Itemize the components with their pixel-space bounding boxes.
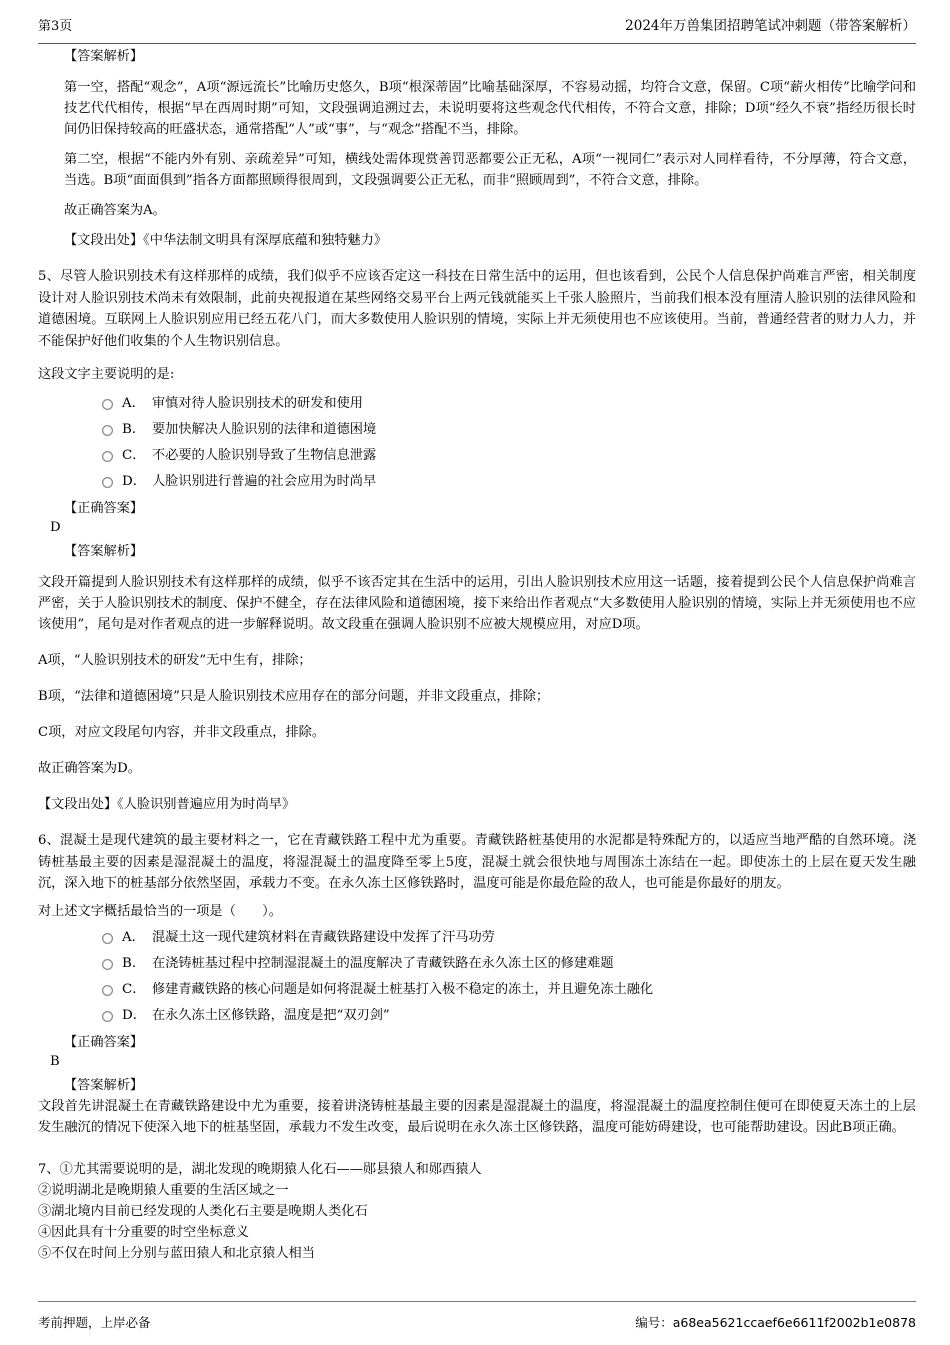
document-content [38, 46, 916, 1264]
page-header [38, 14, 916, 44]
q5-question: 这段文字主要说明的是: [38, 367, 175, 382]
q5-option-b-letter: B． [122, 422, 146, 437]
radio-icon[interactable] [102, 425, 113, 436]
q5-option-c[interactable] [102, 446, 916, 465]
footer-code-value: a68ea5621ccaef6e6611f2002b1e0878 [672, 1315, 916, 1330]
q6-options [38, 928, 916, 1025]
q4-analysis-para2: 第二空，根据“不能内外有别、亲疏差异”可知，横线处需体现赏善罚恶都要公正无私，A项“一视同仁”表示对人同样看待，不分厚薄，符合文意，当选。B项“面面俱到”指各方面都照顾得很周到，文段强调要公正无私，而非“照顾周到”，不符合文意，排除。 [64, 152, 916, 188]
q5-analysis-option-b: B项，“法律和道德困境”只是人脸识别技术应用存在的部分问题，并非文段重点，排除； [38, 689, 550, 704]
q7-item-4: ④因此具有十分重要的时空坐标意义 [38, 1225, 249, 1240]
q6-stem [38, 830, 916, 895]
q7-item-3: ③湖北境内目前已经发现的人类化石主要是晚期人类化石 [38, 1204, 368, 1219]
page-footer [38, 1301, 916, 1331]
q6-stem-text: 混凝土是现代建筑的最主要材料之一，它在青藏铁路工程中尤为重要。青藏铁路桩基使用的水泥都是特殊配方的，以适应当地严酷的自然环境。浇铸桩基最主要的因素是湿混凝土的温度，将湿混凝土的温度降至零上5度，混凝土就会很快地与周围冻土冻结在一起。即使冻土的上层在夏天发生融沉，深入地下的桩基部分依然坚固，承载力不变。在永久冻土区修铁路时，温度可能是你最危险的敌人，也可能是你最好的朋友。 [38, 833, 917, 891]
footer-code [635, 1313, 916, 1331]
q4-analysis-conclusion: 故正确答案为A。 [64, 203, 166, 218]
q5-option-c-letter: C． [122, 448, 146, 463]
q4-source-line [38, 230, 916, 251]
q5-option-d-text: 人脸识别进行普遍的社会应用为时尚早 [152, 474, 377, 489]
radio-icon[interactable] [102, 399, 113, 410]
q4-analysis-label: 【答案解析】 [64, 49, 144, 64]
q5-analysis-option-a: A项，“人脸识别技术的研发”无中生有，排除； [38, 653, 312, 668]
q7-items [38, 1159, 916, 1264]
document-title: 2024年万兽集团招聘笔试冲刺题（带答案解析） [625, 18, 916, 34]
q6-answer-value: B [50, 1054, 60, 1069]
q5-source-line [38, 794, 916, 815]
footer-code-label: 编号： [635, 1315, 673, 1330]
q6-option-c-text: 修建青藏铁路的核心问题是如何将混凝土桩基打入极不稳定的冻土，并且避免冻土融化 [152, 982, 654, 997]
q5-answer-value: D [50, 520, 61, 535]
q4-source-label: 【文段出处】 [64, 233, 144, 248]
q6-option-a-text: 混凝土这一现代建筑材料在青藏铁路建设中发挥了汗马功劳 [152, 930, 495, 945]
q6-option-c-letter: C． [122, 982, 146, 997]
q4-source-title: 《中华法制文明具有深厚底蕴和独特魅力》 [143, 233, 388, 248]
q6-option-d-letter: D． [122, 1008, 147, 1023]
q5-source-label: 【文段出处】 [38, 797, 118, 812]
q7-item-1 [38, 1159, 916, 1180]
radio-icon[interactable] [102, 933, 113, 944]
q7-number: 7、 [38, 1162, 60, 1177]
radio-icon[interactable] [102, 1011, 113, 1022]
q5-stem-text: 尽管人脸识别技术有这样那样的成绩，我们似乎不应该否定这一科技在日常生活中的运用，但也该看到，公民个人信息保护尚难言严密，相关制度设计对人脸识别技术尚未有效限制，此前央视报道在某些网络交易平台上两元钱就能买上千张人脸照片，当前我们根本没有厘清人脸识别的法律风险和道德困境。互联网上人脸识别应用已经五花八门，而大多数使用人脸识别的情境，实际上并无须使用也不应该使用。当前，普通经营者的财力人力，并不能保护好他们收集的个人生物识别信息。 [38, 269, 917, 349]
q6-option-c[interactable] [102, 980, 916, 999]
q5-option-a-letter: A． [122, 396, 146, 411]
page-number-label: 第3页 [38, 19, 73, 34]
q7-item-1-text: ①尤其需要说明的是，湖北发现的晚期猿人化石——郧县猿人和郧西猿人 [59, 1162, 482, 1177]
q5-option-b-text: 要加快解决人脸识别的法律和道德困境 [152, 422, 377, 437]
q5-analysis-option-c: C项，对应文段尾句内容，并非文段重点，排除。 [38, 725, 326, 740]
q5-source-title: 《人脸识别普遍应用为时尚早》 [117, 797, 296, 812]
footer-slogan: 考前押题，上岸必备 [38, 1315, 151, 1330]
q5-answer-label: 【正确答案】 [64, 501, 144, 516]
radio-icon[interactable] [102, 451, 113, 462]
radio-icon[interactable] [102, 959, 113, 970]
q6-option-a-letter: A． [122, 930, 146, 945]
q5-analysis-conclusion: 故正确答案为D。 [38, 761, 141, 776]
q5-analysis-label: 【答案解析】 [64, 544, 144, 559]
q7-item-5: ⑤不仅在时间上分别与蓝田猿人和北京猿人相当 [38, 1246, 315, 1261]
q6-number: 6、 [38, 833, 60, 848]
q6-analysis-text: 文段首先讲混凝土在青藏铁路建设中尤为重要，接着讲浇铸桩基最主要的因素是湿混凝土的温度，将湿混凝土的温度控制住便可在即使夏天冻土的上层发生融沉的情况下使深入地下的桩基坚固，承载力不发生改变，最后说明在永久冻土区修铁路，温度可能妨碍建设，也可能帮助建设。因此B项正确。 [38, 1099, 916, 1135]
q6-option-d[interactable] [102, 1006, 916, 1025]
radio-icon[interactable] [102, 477, 113, 488]
q6-analysis-label: 【答案解析】 [64, 1078, 144, 1093]
q5-option-a[interactable] [102, 394, 916, 413]
q5-number: 5、 [38, 269, 60, 284]
radio-icon[interactable] [102, 985, 113, 996]
q5-option-c-text: 不必要的人脸识别导致了生物信息泄露 [152, 448, 377, 463]
q6-option-a[interactable] [102, 928, 916, 947]
q6-option-b-text: 在浇铸桩基过程中控制湿混凝土的温度解决了青藏铁路在永久冻土区的修建难题 [152, 956, 614, 971]
q5-option-b[interactable] [102, 420, 916, 439]
q6-answer-label: 【正确答案】 [64, 1035, 144, 1050]
q5-option-d[interactable] [102, 472, 916, 491]
q5-option-a-text: 审慎对待人脸识别技术的研发和使用 [152, 396, 363, 411]
q4-analysis-para1: 第一空，搭配“观念”，A项“源远流长”比喻历史悠久，B项“根深蒂固”比喻基础深厚，不容易动摇，均符合文意，保留。C项“薪火相传”比喻学问和技艺代代相传，根据“早在西周时期”可知，文段强调追溯过去，未说明要将这些观念代代相传，不符合文意，排除；D项“经久不衰”指经历很长时间仍旧保持较高的旺盛状态，通常搭配“人”或“事”，与“观念”搭配不当，排除。 [64, 80, 916, 137]
q5-stem [38, 266, 916, 352]
q5-analysis-para1: 文段开篇提到人脸识别技术有这样那样的成绩，似乎不该否定其在生活中的运用，引出人脸识别技术应用这一话题，接着提到公民个人信息保护尚难言严密，关于人脸识别技术的制度、保护不健全，存在法律风险和道德困境，接下来给出作者观点“大多数使用人脸识别的情境，实际上并无须使用也不应该使用”，尾句是对作者观点的进一步解释说明。故文段重在强调人脸识别不应被大规模应用，对应D项。 [38, 575, 916, 632]
q7-item-2: ②说明湖北是晚期猿人重要的生活区域之一 [38, 1183, 289, 1198]
q6-option-b-letter: B． [122, 956, 146, 971]
q5-option-d-letter: D． [122, 474, 147, 489]
q6-option-b[interactable] [102, 954, 916, 973]
q6-question: 对上述文字概括最恰当的一项是（ ）。 [38, 903, 282, 919]
q5-options [38, 394, 916, 491]
q6-option-d-text: 在永久冻土区修铁路，温度是把“双刃剑” [152, 1008, 390, 1023]
